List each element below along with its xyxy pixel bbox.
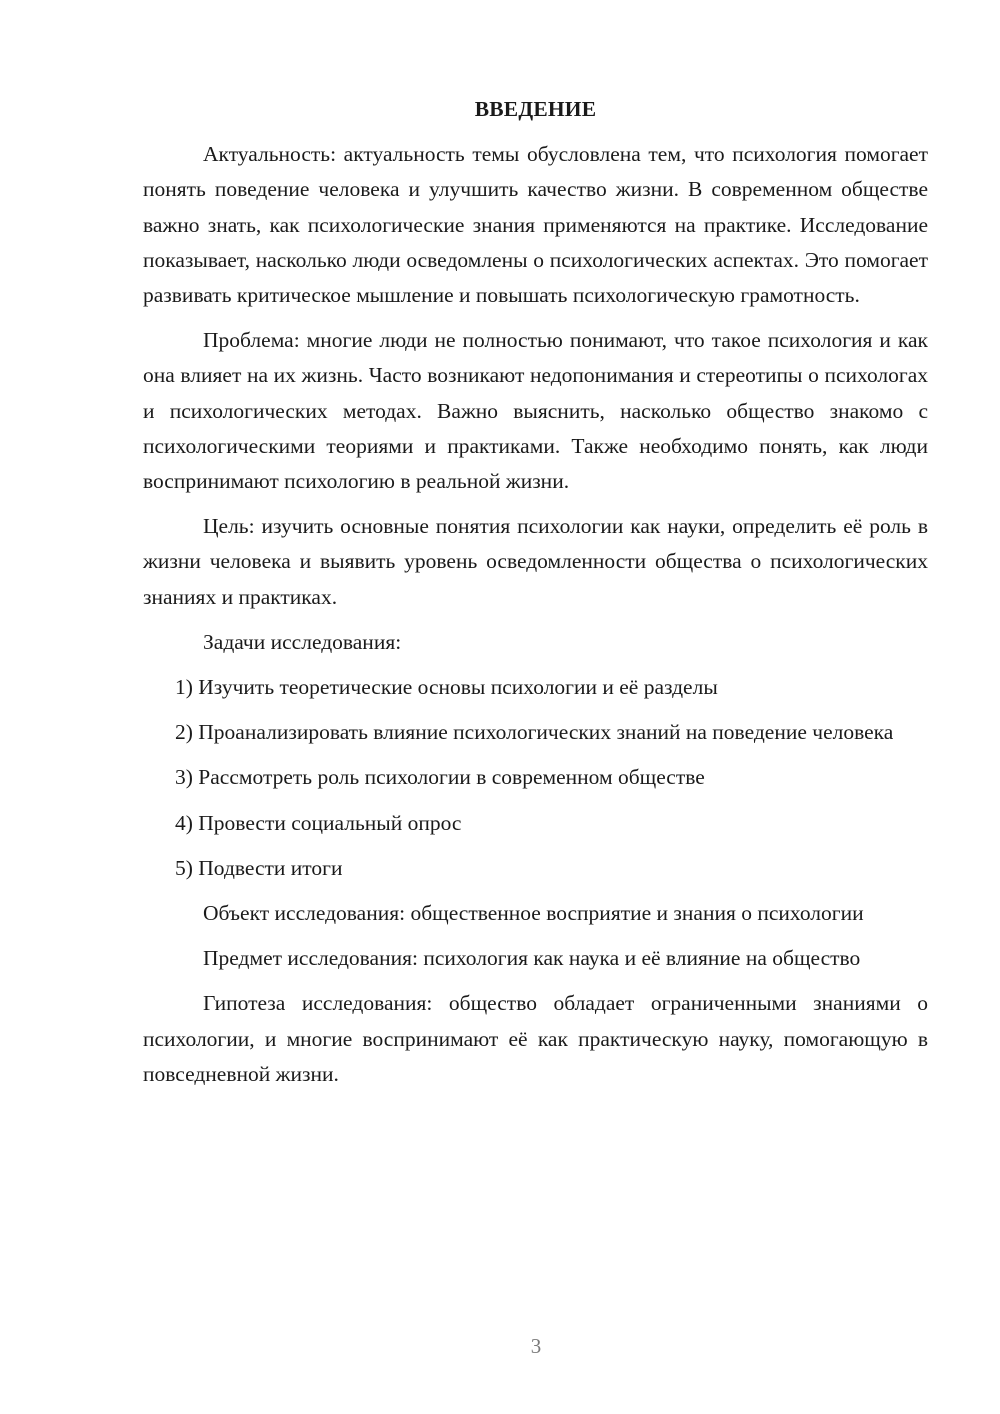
paragraph-hypothesis: Гипотеза исследования: общество обладает ограниченными знаниями о психологии, и многие воспринимают её как практическую науку, помогающую в повседневной жизни. [143,991,928,1086]
paragraph-goal: Цель: изучить основные понятия психологии как науки, определить её роль в жизни человека и выявить уровень осведомленности общества о психологических знаниях и практиках. [143,514,928,609]
paragraph-problem: Проблема: многие люди не полностью понимают, что такое психология и как она влияет на их жизнь. Часто возникают недопонимания и стереотипы о психологах и психологических методах. Важно выяснить, насколько общество знакомо с психологическими теориями и практиками. Также необходимо понять, как люди воспринимают психологию в реальной жизни. [143,328,928,494]
task-item-2: 2) Проанализировать влияние психологических знаний на поведение человека [175,720,894,745]
page-number: 3 [530,1334,542,1358]
paragraph-tasks-heading: Задачи исследования: [203,629,402,654]
task-item-5: 5) Подвести итоги [175,855,343,880]
paragraph-subject: Предмет исследования: психология как наука и её влияние на общество [203,946,861,971]
task-item-3: 3) Рассмотреть роль психологии в современном обществе [175,765,705,790]
section-title: ВВЕДЕНИЕ [474,97,597,121]
paragraph-relevance: Актуальность: актуальность темы обусловлена тем, что психология помогает понять поведение человека и улучшить качество жизни. В современном обществе важно знать, как психологические знания применяются на практике. Исследование показывает, насколько люди осведомлены о психологических аспектах. Это помогает развивать критическое мышление и повышать психологическую грамотность. [143,142,928,308]
page-content [143,92,928,1102]
task-item-4: 4) Провести социальный опрос [175,810,462,835]
task-item-1: 1) Изучить теоретические основы психологии и её разделы [175,675,718,700]
paragraph-object: Объект исследования: общественное восприятие и знания о психологии [203,901,864,926]
